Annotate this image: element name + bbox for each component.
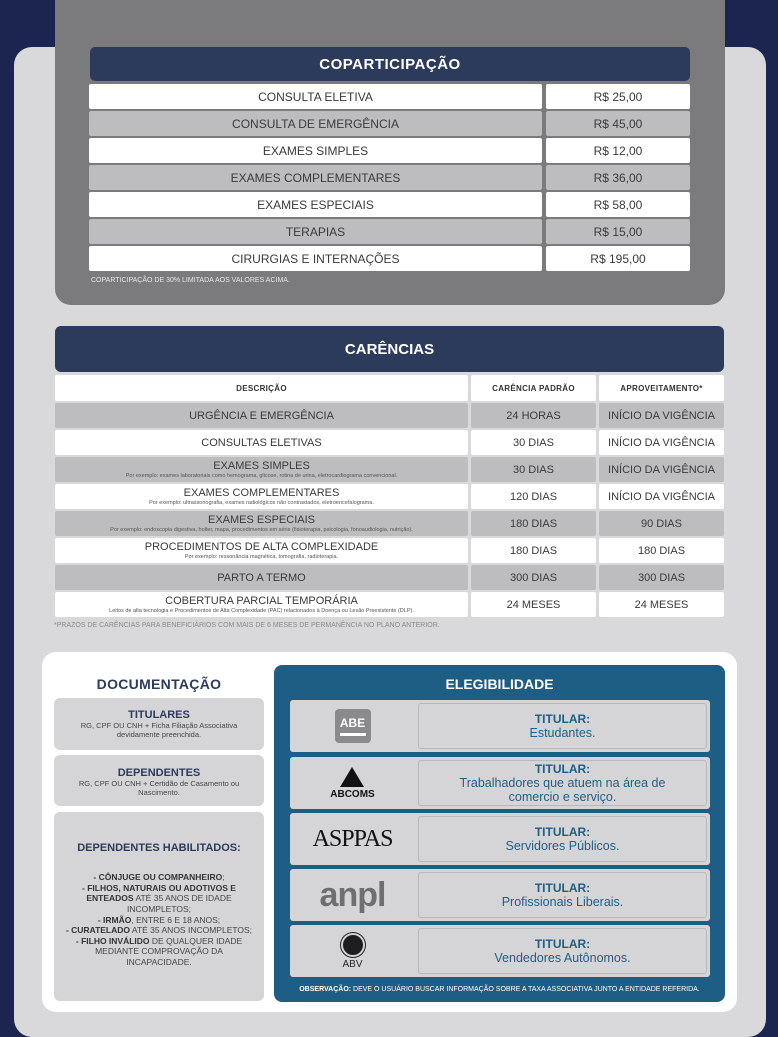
titular-desc: Trabalhadores que atuem na área de comercio e serviço. — [459, 775, 666, 804]
cell-label: CIRURGIAS E INTERNAÇÕES — [89, 246, 542, 271]
dependentes-habilitados-box — [54, 812, 264, 1001]
cell-aprov: INÍCIO DA VIGÊNCIA — [599, 457, 724, 482]
cell-value: R$ 15,00 — [546, 219, 690, 244]
carencias-note: *PRAZOS DE CARÊNCIAS PARA BENEFICIÁRIOS COM MAIS DE 6 MESES DE PERMANÊNCIA NO PLANO ANTERIOR. — [54, 622, 440, 629]
eleg-row-abv — [290, 925, 710, 977]
table-row — [89, 84, 690, 109]
titulares-title: TITULARES — [128, 709, 190, 721]
cell-aprov: 90 DIAS — [599, 511, 724, 536]
cell-padrao: 120 DIAS — [471, 484, 596, 509]
cell-value: R$ 12,00 — [546, 138, 690, 163]
cell-label: CONSULTA DE EMERGÊNCIA — [89, 111, 542, 136]
abe-logo: ABE — [290, 700, 415, 752]
table-row — [55, 457, 724, 482]
titular-label: TITULAR: — [534, 711, 591, 726]
cell-desc — [55, 484, 468, 509]
cell-value: R$ 25,00 — [546, 84, 690, 109]
cell-aprov: 180 DIAS — [599, 538, 724, 563]
eleg-info — [418, 703, 707, 749]
eleg-info — [418, 760, 707, 806]
header-carencia-padrao: CARÊNCIA PADRÃO — [471, 375, 596, 401]
cell-padrao: 30 DIAS — [471, 430, 596, 455]
carencias-table — [55, 375, 724, 619]
table-header-row — [55, 375, 724, 401]
cell-value: R$ 58,00 — [546, 192, 690, 217]
table-row — [89, 192, 690, 217]
table-row — [89, 219, 690, 244]
list-item: - CURATELADO ATÉ 35 ANOS INCOMPLETOS; — [65, 925, 253, 936]
desc-sub: Por exemplo: exames laboratoriais como hemograma, glicose, rotina de urina, eletrocardiograma convencional. — [125, 473, 398, 479]
elegibilidade-observacao: OBSERVAÇÃO: DEVE O USUÁRIO BUSCAR INFORMAÇÃO SOBRE A TAXA ASSOCIATIVA JUNTO A ENTIDADE REFERIDA. — [299, 986, 700, 993]
table-row — [89, 138, 690, 163]
eleg-row-asppas — [290, 813, 710, 865]
desc-text: EXAMES COMPLEMENTARES — [183, 487, 340, 499]
cell-desc — [55, 457, 468, 482]
list-item: - FILHO INVÁLIDO DE QUALQUER IDADE MEDIANTE COMPROVAÇÃO DA INCAPACIDADE. — [75, 935, 243, 967]
coparticipacao-title: COPARTICIPAÇÃO — [90, 47, 690, 81]
desc-text: COBERTURA PARCIAL TEMPORÁRIA — [165, 595, 358, 607]
cell-padrao: 24 HORAS — [471, 403, 596, 428]
titular-label: TITULAR: — [534, 761, 591, 776]
cell-padrao: 180 DIAS — [471, 511, 596, 536]
titular-desc: Servidores Públicos. — [505, 838, 620, 853]
desc-text: EXAMES ESPECIAIS — [208, 514, 315, 526]
table-row — [55, 403, 724, 428]
list-item: - CÔNJUGE OU COMPANHEIRO; — [93, 872, 225, 882]
eleg-info — [418, 928, 707, 974]
cell-label: TERAPIAS — [89, 219, 542, 244]
table-row — [55, 538, 724, 563]
cell-label: EXAMES ESPECIAIS — [89, 192, 542, 217]
cell-label: EXAMES SIMPLES — [89, 138, 542, 163]
cell-aprov: INÍCIO DA VIGÊNCIA — [599, 484, 724, 509]
cell-desc — [55, 592, 468, 617]
table-row — [89, 111, 690, 136]
coparticipacao-note: COPARTICIPAÇÃO DE 30% LIMITADA AOS VALORES ACIMA. — [91, 277, 290, 284]
cell-label: EXAMES COMPLEMENTARES — [89, 165, 542, 190]
table-row — [55, 592, 724, 617]
asppas-logo: ASPPAS — [312, 825, 393, 852]
table-row — [55, 430, 724, 455]
cell-aprov: 24 MESES — [599, 592, 724, 617]
header-descricao: DESCRIÇÃO — [55, 375, 468, 401]
cell-desc — [55, 430, 468, 455]
list-item: - FILHOS, NATURAIS OU ADOTIVOS E ENTEADOS ATÉ 35 ANOS DE IDADE INCOMPLETOS; — [82, 882, 236, 914]
eleg-row-abcoms — [290, 757, 710, 809]
eleg-info — [418, 816, 707, 862]
habilitados-list — [64, 872, 254, 968]
coparticipacao-table — [89, 84, 690, 273]
titular-label: TITULAR: — [534, 936, 591, 951]
dependentes-desc: RG, CPF OU CNH + Certidão de Casamento ou Nascimento. — [78, 779, 240, 797]
cell-aprov: 300 DIAS — [599, 565, 724, 590]
titular-desc: Vendedores Autônomos. — [494, 950, 631, 965]
dependentes-box — [54, 755, 264, 806]
titulares-box — [54, 698, 264, 750]
list-item: - IRMÃO, ENTRE 6 E 18 ANOS; — [97, 914, 221, 925]
cell-value: R$ 36,00 — [546, 165, 690, 190]
titular-label: TITULAR: — [534, 824, 591, 839]
titular-desc: Profissionais Liberais. — [501, 894, 624, 909]
cell-label: CONSULTA ELETIVA — [89, 84, 542, 109]
globe-icon — [341, 933, 365, 957]
abv-logo: ABV — [290, 925, 415, 977]
cell-value: R$ 45,00 — [546, 111, 690, 136]
titular-desc: Estudantes. — [529, 725, 596, 740]
desc-text: EXAMES SIMPLES — [213, 460, 310, 472]
cell-value: R$ 195,00 — [546, 246, 690, 271]
cell-desc — [55, 403, 468, 428]
anpl-logo: anpl — [319, 875, 386, 914]
cell-padrao: 24 MESES — [471, 592, 596, 617]
elegibilidade-title: ELEGIBILIDADE — [445, 676, 554, 692]
desc-text: CONSULTAS ELETIVAS — [201, 436, 322, 449]
titulares-desc: RG, CPF OU CNH + Ficha Filiação Associativa devidamente preenchida. — [80, 721, 238, 739]
desc-sub: Por exemplo: ressonância magnética, tomografia, radioterapia. — [184, 554, 339, 560]
eleg-row-anpl — [290, 869, 710, 921]
dependentes-title: DEPENDENTES — [117, 767, 201, 779]
header-aproveitamento: APROVEITAMENTO* — [599, 375, 724, 401]
desc-text: PROCEDIMENTOS DE ALTA COMPLEXIDADE — [144, 541, 379, 553]
table-row — [55, 565, 724, 590]
cell-aprov: INÍCIO DA VIGÊNCIA — [599, 430, 724, 455]
eleg-row-abe — [290, 700, 710, 752]
abcoms-logo: ABCOMS — [290, 757, 415, 809]
desc-text: URGÊNCIA E EMERGÊNCIA — [189, 409, 334, 422]
cell-padrao: 30 DIAS — [471, 457, 596, 482]
desc-sub: Por exemplo: ultrassonografia, exames radiológicos não contrastados, eletroencefalograma. — [149, 500, 374, 506]
table-row — [55, 511, 724, 536]
desc-sub: Por exemplo: endoscopia digestiva, holter, mapa, procedimentos em série (fisioterapia, psicologia, fonoaudiologia, nutrição). — [110, 527, 413, 533]
cell-padrao: 300 DIAS — [471, 565, 596, 590]
table-row — [89, 165, 690, 190]
cell-aprov: INÍCIO DA VIGÊNCIA — [599, 403, 724, 428]
carencias-title: CARÊNCIAS — [55, 326, 724, 372]
desc-text: PARTO A TERMO — [217, 571, 306, 584]
desc-sub: Leitos de alta tecnologia e Procedimentos de Alta Complexidade (PAC) relacionados à Doença ou Lesão Preexistente (DLP). — [109, 608, 414, 614]
titular-label: TITULAR: — [534, 880, 591, 895]
table-row — [55, 484, 724, 509]
cell-desc — [55, 538, 468, 563]
documentacao-title: DOCUMENTAÇÃO — [96, 676, 222, 692]
cell-desc — [55, 511, 468, 536]
habilitados-title: DEPENDENTES HABILITADOS: — [77, 842, 241, 854]
cell-padrao: 180 DIAS — [471, 538, 596, 563]
eleg-info — [418, 872, 707, 918]
cell-desc — [55, 565, 468, 590]
table-row — [89, 246, 690, 271]
